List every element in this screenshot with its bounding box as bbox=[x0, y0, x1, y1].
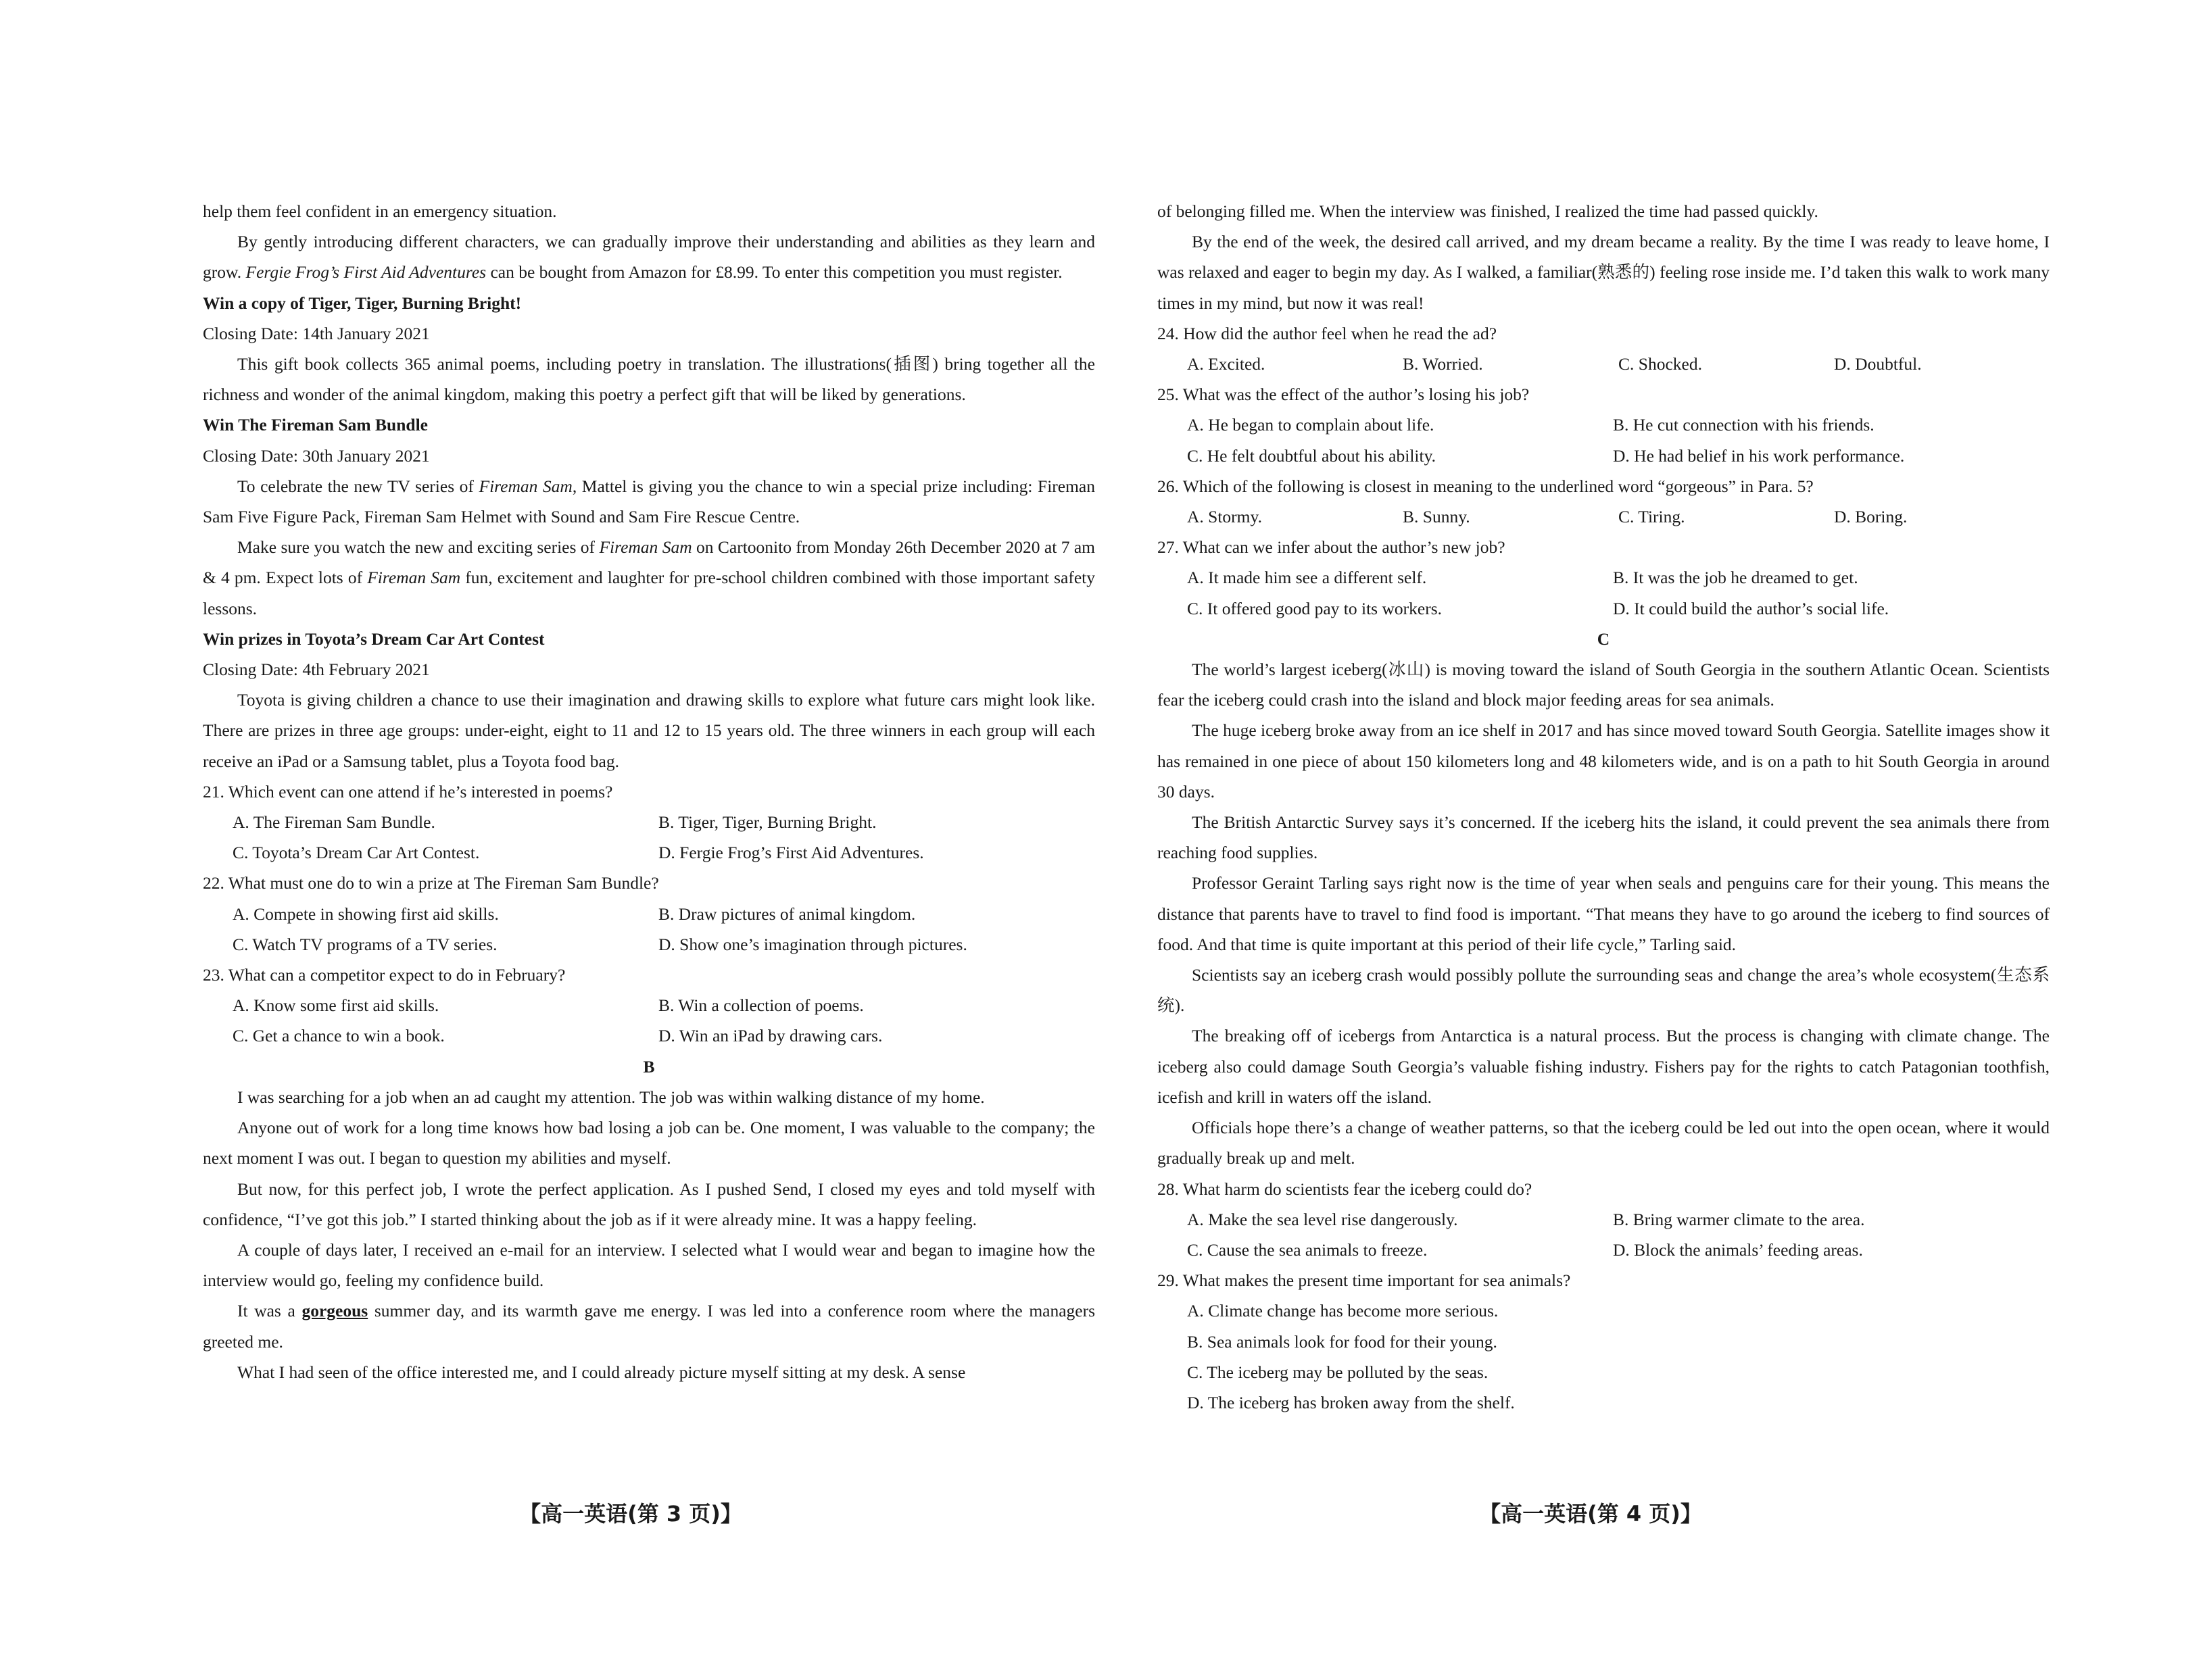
option: C. Tiring. bbox=[1618, 507, 1685, 527]
option: C. Shocked. bbox=[1618, 354, 1702, 374]
paragraph: But now, for this perfect job, I wrote the perfect application. As I pushed Send, I closed my eyes and told myself with confidence, “I’ve got this job.” I started thinking about the job as if it were already mine. It was a happy feeling. bbox=[203, 1179, 1095, 1229]
option: D. Doubtful. bbox=[1834, 354, 1922, 374]
options-28 bbox=[1157, 1204, 2050, 1265]
option: A. The Fireman Sam Bundle. bbox=[233, 812, 435, 833]
question-25: 25. What was the effect of the author’s losing his job? bbox=[1157, 385, 1530, 405]
option: A. Compete in showing first aid skills. bbox=[233, 904, 499, 924]
option: A. Stormy. bbox=[1187, 507, 1262, 527]
option: B. Bring warmer climate to the area. bbox=[1613, 1209, 1865, 1229]
heading-toyota: Win prizes in Toyota’s Dream Car Art Contest bbox=[203, 628, 545, 649]
options-29 bbox=[1157, 1295, 2050, 1418]
closing-date: Closing Date: 4th February 2021 bbox=[203, 660, 430, 680]
paragraph: The world’s largest iceberg(冰山) is moving toward the island of South Georgia in the southern Atlantic Ocean. Scientists fear the iceberg could crash into the island and block major feeding areas for sea animals. bbox=[1157, 660, 2050, 710]
option: C. Watch TV programs of a TV series. bbox=[233, 934, 498, 954]
paragraph: To celebrate the new TV series of Fireman Sam, Mattel is giving you the chance to win a special prize including: Fireman Sam Five Figure Pack, Fireman Sam Helmet with Sound and Sam Fire Rescue Centre. bbox=[203, 476, 1096, 527]
closing-date: Closing Date: 14th January 2021 bbox=[203, 323, 430, 343]
option: C. Cause the sea animals to freeze. bbox=[1187, 1239, 1428, 1260]
page-footer-right: 【高一英语(第 4 页)】 bbox=[1479, 1501, 1702, 1527]
page-footer-left: 【高一英语(第 3 页)】 bbox=[519, 1501, 742, 1527]
option: C. It offered good pay to its workers. bbox=[1187, 598, 1442, 618]
option: C. He felt doubtful about his ability. bbox=[1187, 445, 1436, 466]
paragraph: of belonging filled me. When the interview was finished, I realized the time had passed quickly. bbox=[1157, 201, 1818, 221]
paragraph: The British Antarctic Survey says it’s concerned. If the iceberg hits the island, it could prevent the sea animals there from reaching food supplies. bbox=[1157, 812, 2050, 863]
question-23: 23. What can a competitor expect to do in February? bbox=[203, 965, 566, 985]
book-title: Fergie Frog’s First Aid Adventures bbox=[245, 262, 487, 282]
paragraph: What I had seen of the office interested me, and I could already picture myself sitting at my desk. A sense bbox=[237, 1362, 966, 1382]
options-22 bbox=[203, 899, 1095, 960]
option: D. He had belief in his work performance. bbox=[1613, 445, 1905, 466]
paragraph: Officials hope there’s a change of weather patterns, so that the iceberg could be led out into the open ocean, where it would gradually break up and melt. bbox=[1157, 1118, 2050, 1168]
section-b-heading: B bbox=[643, 1056, 655, 1077]
question-22: 22. What must one do to win a prize at The Fireman Sam Bundle? bbox=[203, 873, 659, 893]
section-c-heading: C bbox=[1597, 628, 1610, 649]
options-26 bbox=[1157, 501, 2050, 532]
options-27 bbox=[1157, 562, 2050, 623]
paragraph: A couple of days later, I received an e-mail for an interview. I selected what I would wear and began to imagine how the interview would go, feeling my confidence build. bbox=[203, 1239, 1095, 1291]
option: B. Draw pictures of animal kingdom. bbox=[658, 904, 916, 924]
option: D. It could build the author’s social life. bbox=[1613, 598, 1889, 618]
paragraph: By the end of the week, the desired call arrived, and my dream became a reality. By the time I was ready to leave home, I was relaxed and eager to begin my day. As I walked, a familiar(熟悉的) feeling rose inside me. I’d taken this walk to work many times in my mind, but now it was real! bbox=[1157, 232, 2050, 313]
option: B. Tiger, Tiger, Burning Bright. bbox=[658, 812, 877, 833]
paragraph: Professor Geraint Tarling says right now is the time of year when seals and penguins care for their young. This means the distance that parents have to travel to find food is important. “That means they have to go around the iceberg to find sources of food. And that time is quite important at this period of their life cycle,” Tarling said. bbox=[1157, 873, 2050, 954]
option: C. Get a chance to win a book. bbox=[233, 1026, 445, 1046]
question-29: 29. What makes the present time important for sea animals? bbox=[1157, 1270, 1571, 1291]
options-23 bbox=[203, 990, 1095, 1051]
option: D. Show one’s imagination through pictures. bbox=[658, 934, 967, 954]
option: D. Win an iPad by drawing cars. bbox=[658, 1026, 883, 1046]
option: C. Toyota’s Dream Car Art Contest. bbox=[233, 843, 480, 863]
option: B. Win a collection of poems. bbox=[658, 995, 864, 1016]
option: A. It made him see a different self. bbox=[1187, 568, 1427, 588]
paragraph: The breaking off of icebergs from Antarctica is a natural process. But the process is changing with climate change. The iceberg also could damage South Georgia’s valuable fishing industry. Fishers pay for the rights to catch Patagonian toothfish, icefish and krill in waters off the island. bbox=[1157, 1026, 2050, 1107]
option: D. Fergie Frog’s First Aid Adventures. bbox=[658, 843, 924, 863]
paragraph: Anyone out of work for a long time knows how bad losing a job can be. One moment, I was valuable to the company; the next moment I was out. I began to question my abilities and myself. bbox=[203, 1118, 1095, 1168]
question-24: 24. How did the author feel when he read the ad? bbox=[1157, 323, 1497, 343]
paragraph: I was searching for a job when an ad caught my attention. The job was within walking distance of my home. bbox=[237, 1087, 985, 1107]
heading-tiger: Win a copy of Tiger, Tiger, Burning Bright! bbox=[203, 293, 522, 313]
closing-date: Closing Date: 30th January 2021 bbox=[203, 445, 430, 466]
options-24 bbox=[1157, 349, 2050, 379]
paragraph: Toyota is giving children a chance to use their imagination and drawing skills to explore what future cars might look like. There are prizes in three age groups: under-eight, eight to 11 and 12 to 15 years old. The three winners in each group will each receive an iPad or a Samsung tablet, plus a Toyota food bag. bbox=[203, 690, 1095, 771]
paragraph: help them feel confident in an emergency situation. bbox=[203, 201, 557, 221]
heading-fireman: Win The Fireman Sam Bundle bbox=[203, 415, 428, 435]
option: D. Boring. bbox=[1834, 507, 1908, 527]
question-21: 21. Which event can one attend if he’s interested in poems? bbox=[203, 781, 613, 801]
question-26: 26. Which of the following is closest in meaning to the underlined word “gorgeous” in Para. 5? bbox=[1157, 476, 1814, 496]
option: D. Block the animals’ feeding areas. bbox=[1613, 1239, 1863, 1260]
option: A. Know some first aid skills. bbox=[233, 995, 439, 1016]
options-21 bbox=[203, 807, 1095, 868]
left-page bbox=[203, 196, 1095, 1387]
question-27: 27. What can we infer about the author’s new job? bbox=[1157, 537, 1505, 558]
paragraph: By gently introducing different characters, we can gradually improve their understanding and abilities as they learn and grow. Fergie Frog’s First Aid Adventures can be bought from Amazon for £8.99. To enter this competition you must register. bbox=[203, 232, 1095, 282]
question-28: 28. What harm do scientists fear the iceberg could do? bbox=[1157, 1179, 1532, 1199]
option: B. Sunny. bbox=[1403, 507, 1470, 527]
paragraph: Make sure you watch the new and exciting series of Fireman Sam on Cartoonito from Monday 26th December 2020 at 7 am & 4 pm. Expect lots of Fireman Sam fun, excitement and laughter for pre-school children combined with those important safety lessons. bbox=[203, 537, 1095, 618]
underlined-word: gorgeous bbox=[301, 1301, 368, 1321]
options-25 bbox=[1157, 410, 2050, 470]
option: A. Excited. bbox=[1187, 354, 1265, 374]
option: A. Make the sea level rise dangerously. bbox=[1187, 1209, 1458, 1229]
paragraph: The huge iceberg broke away from an ice shelf in 2017 and has since moved toward South Georgia. Satellite images show it has remained in one piece of about 150 kilometers long and 48 kilometers wide, and is on a path to hit South Georgia in around 30 days. bbox=[1157, 720, 2050, 801]
paragraph: It was a gorgeous summer day, and its warmth gave me energy. I was led into a conference room where the managers greeted me. bbox=[203, 1301, 1096, 1352]
option: A. He began to complain about life. bbox=[1187, 415, 1434, 435]
option: B. Sea animals look for food for their young. bbox=[1187, 1331, 1497, 1352]
paragraph: This gift book collects 365 animal poems, including poetry in translation. The illustrations(插图) bring together all the richness and wonder of the animal kingdom, making this poetry a perfect gift that will be liked by generations. bbox=[203, 354, 1095, 405]
option: A. Climate change has become more serious. bbox=[1187, 1301, 1499, 1321]
option: B. Worried. bbox=[1403, 354, 1483, 374]
paragraph: Scientists say an iceberg crash would possibly pollute the surrounding seas and change the area’s whole ecosystem(生态系统). bbox=[1157, 965, 2050, 1016]
option: D. The iceberg has broken away from the shelf. bbox=[1187, 1392, 1515, 1412]
option: B. It was the job he dreamed to get. bbox=[1613, 568, 1858, 588]
option: C. The iceberg may be polluted by the seas. bbox=[1187, 1362, 1489, 1382]
option: B. He cut connection with his friends. bbox=[1613, 415, 1875, 435]
right-page bbox=[1157, 196, 2050, 1418]
